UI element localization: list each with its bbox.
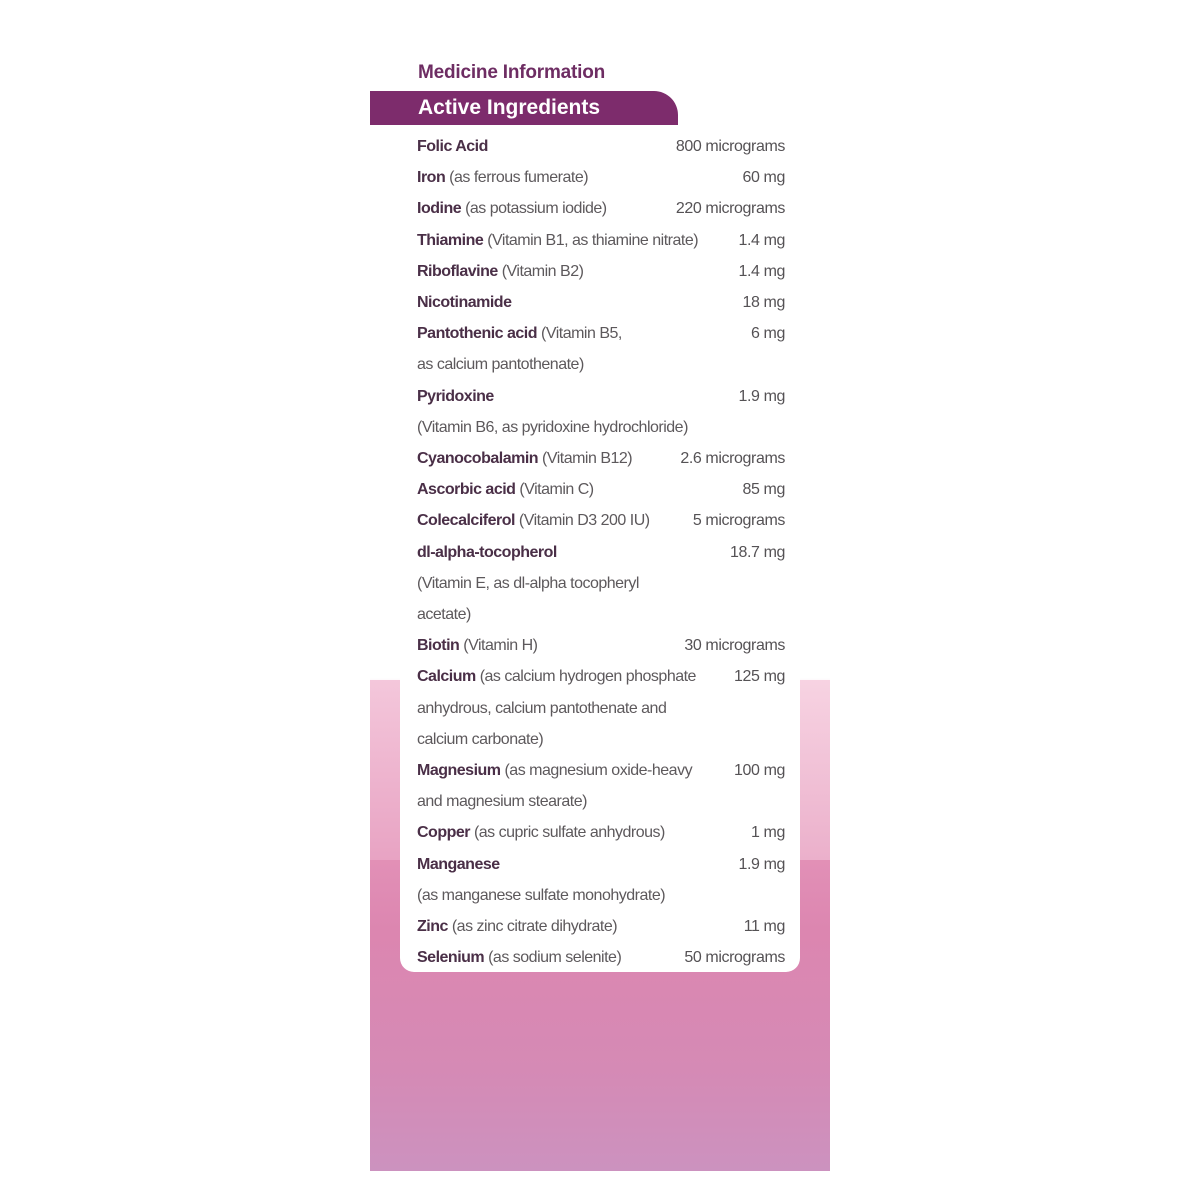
ingredient-detail-continued: and magnesium stearate) xyxy=(417,793,587,811)
ingredient-detail: (Vitamin B2) xyxy=(501,262,584,280)
ingredient-list xyxy=(417,131,785,973)
ingredient-row xyxy=(417,162,785,193)
ingredient-detail-continued: (as manganese sulfate monohydrate) xyxy=(417,886,666,904)
ingredient-detail: (as potassium iodide) xyxy=(465,200,607,218)
ingredient-detail: (Vitamin D3 200 IU) xyxy=(518,512,650,530)
ingredient-row xyxy=(417,849,785,911)
ingredient-name: Selenium xyxy=(417,949,485,967)
ingredient-row xyxy=(417,131,785,162)
ingredient-amount: 60 mg xyxy=(742,169,785,187)
ingredient-name: Zinc xyxy=(417,918,448,936)
ingredient-detail-continued: (Vitamin E, as dl-alpha tocopheryl acetate) xyxy=(417,574,639,624)
ingredient-row xyxy=(417,537,785,631)
ingredient-name: Manganese xyxy=(417,855,500,873)
ingredient-detail-continued: (Vitamin B6, as pyridoxine hydrochloride) xyxy=(417,418,688,436)
ingredient-detail: (Vitamin B12) xyxy=(541,450,633,468)
ingredient-amount: 6 mg xyxy=(751,325,785,343)
ingredient-row xyxy=(417,755,785,817)
ingredient-detail: (as calcium hydrogen phosphate xyxy=(479,668,696,686)
ingredient-detail: (Vitamin C) xyxy=(519,481,594,499)
active-ingredients-label: Active Ingredients xyxy=(418,96,601,119)
ingredient-row xyxy=(417,287,785,318)
ingredient-amount: 11 mg xyxy=(743,918,785,936)
ingredient-name: Folic Acid xyxy=(417,138,488,155)
ingredient-name: Nicotinamide xyxy=(417,294,512,312)
ingredient-amount: 1.9 mg xyxy=(738,387,785,405)
ingredient-description xyxy=(417,287,735,318)
ingredient-name: Magnesium xyxy=(417,762,501,780)
ingredient-row xyxy=(417,630,785,661)
ingredient-description xyxy=(417,225,730,256)
ingredient-detail: (as zinc citrate dihydrate) xyxy=(451,918,618,936)
ingredient-description xyxy=(417,942,676,973)
ingredient-amount: 220 micrograms xyxy=(675,200,785,218)
ingredient-description xyxy=(417,661,726,755)
ingredient-description xyxy=(417,256,730,287)
ingredient-detail-continued: anhydrous, calcium pantothenate and calcium carbonate) xyxy=(417,699,667,748)
ingredient-row xyxy=(417,318,785,380)
ingredient-description xyxy=(417,849,730,911)
ingredient-name: Pantothenic acid xyxy=(417,325,538,343)
ingredient-amount: 1 mg xyxy=(751,824,785,842)
ingredient-detail: (as magnesium oxide-heavy xyxy=(504,762,693,780)
ingredient-detail-continued: as calcium pantothenate) xyxy=(417,356,584,374)
ingredient-description xyxy=(417,537,722,631)
ingredient-name: Iodine xyxy=(417,200,462,218)
ingredient-name: Pyridoxine xyxy=(417,387,494,405)
active-ingredients-banner xyxy=(370,91,678,125)
ingredient-detail: (as cupric sulfate anhydrous) xyxy=(473,824,665,842)
ingredient-row xyxy=(417,817,785,848)
ingredient-row xyxy=(417,381,785,443)
ingredient-description xyxy=(417,474,735,505)
ingredient-name: Ascorbic acid xyxy=(417,481,516,499)
ingredient-amount: 18 mg xyxy=(742,294,785,312)
ingredient-row xyxy=(417,505,785,536)
ingredient-row xyxy=(417,661,785,755)
ingredient-detail: (Vitamin B1, as thiamine nitrate) xyxy=(487,231,699,249)
ingredient-description xyxy=(417,131,668,162)
ingredient-description xyxy=(417,911,736,942)
ingredient-row xyxy=(417,942,785,973)
ingredient-description xyxy=(417,630,676,661)
ingredient-detail: (Vitamin B5, xyxy=(540,325,622,343)
ingredient-name: Iron xyxy=(417,169,446,187)
ingredient-name: Thiamine xyxy=(417,231,484,249)
ingredient-amount: 800 micrograms xyxy=(675,138,785,155)
ingredient-amount: 2.6 micrograms xyxy=(680,450,785,468)
ingredient-row xyxy=(417,256,785,287)
ingredient-description xyxy=(417,381,730,443)
ingredient-amount: 1.4 mg xyxy=(738,231,785,249)
ingredient-description xyxy=(417,193,668,224)
ingredient-description xyxy=(417,817,743,848)
ingredient-description xyxy=(417,755,726,817)
ingredient-name: Cyanocobalamin xyxy=(417,450,539,468)
ingredient-row xyxy=(417,193,785,224)
ingredient-detail: (Vitamin H) xyxy=(463,637,538,655)
ingredient-amount: 125 mg xyxy=(734,668,785,686)
ingredient-name: Calcium xyxy=(417,668,476,686)
ingredient-amount: 18.7 mg xyxy=(729,543,785,561)
ingredient-name: Copper xyxy=(417,824,470,842)
ingredient-row xyxy=(417,474,785,505)
ingredient-row xyxy=(417,911,785,942)
ingredient-row xyxy=(417,225,785,256)
ingredient-description xyxy=(417,443,672,474)
ingredient-name: Riboflavine xyxy=(417,262,498,280)
ingredient-detail: (as ferrous fumerate) xyxy=(449,169,589,187)
ingredient-description xyxy=(417,162,735,193)
ingredient-detail: (as sodium selenite) xyxy=(488,949,622,967)
ingredient-amount: 30 micrograms xyxy=(684,637,785,655)
ingredient-amount: 50 micrograms xyxy=(684,949,785,967)
ingredient-amount: 5 micrograms xyxy=(692,512,785,530)
ingredient-amount: 85 mg xyxy=(742,481,785,499)
ingredient-description xyxy=(417,505,685,536)
ingredient-description xyxy=(417,318,743,380)
ingredient-name: Biotin xyxy=(417,637,460,655)
ingredient-amount: 1.9 mg xyxy=(738,855,785,873)
ingredient-name: dl-alpha-tocopherol xyxy=(417,543,557,561)
ingredient-amount: 1.4 mg xyxy=(738,262,785,280)
ingredient-name: Colecalciferol xyxy=(417,512,515,530)
ingredient-amount: 100 mg xyxy=(734,762,785,780)
medicine-information-heading: Medicine Information xyxy=(418,62,606,83)
ingredient-row xyxy=(417,443,785,474)
